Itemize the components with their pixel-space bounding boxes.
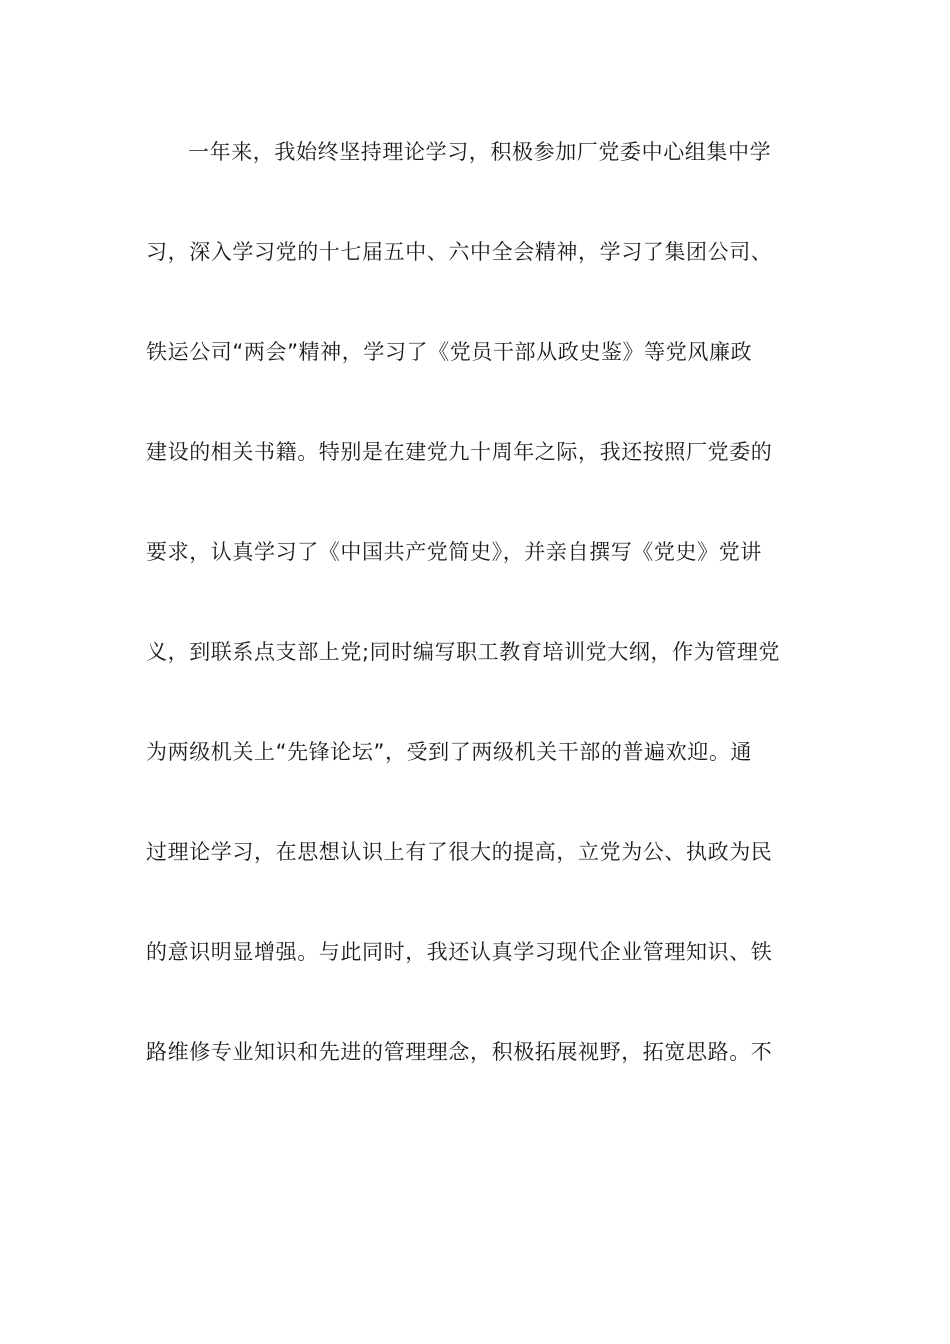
paragraph-line: 铁运公司“两会”精神，学习了《党员干部从政史鉴》等党风廉政	[146, 340, 753, 364]
paragraph-line: 为两级机关上“先锋论坛”，受到了两级机关干部的普遍欢迎。通	[146, 740, 753, 764]
paragraph-line: 建设的相关书籍。特别是在建党九十周年之际，我还按照厂党委的	[146, 440, 773, 464]
paragraph-line: 要求，认真学习了《中国共产党简史》，并亲自撰写《党史》党讲	[146, 540, 762, 564]
paragraph-line: 路维修专业知识和先进的管理理念，积极拓展视野，拓宽思路。不	[146, 1040, 773, 1064]
paragraph-line: 一年来，我始终坚持理论学习，积极参加厂党委中心组集中学	[188, 140, 772, 164]
paragraph-line: 习，深入学习党的十七届五中、六中全会精神，学习了集团公司、	[146, 240, 773, 264]
paragraph-line: 的意识明显增强。与此同时，我还认真学习现代企业管理知识、铁	[146, 940, 773, 964]
paragraph-line: 过理论学习，在思想认识上有了很大的提高，立党为公、执政为民	[146, 840, 773, 864]
body-paragraph	[146, 135, 806, 1135]
paragraph-line: 义，到联系点支部上党;同时编写职工教育培训党大纲，作为管理党	[146, 640, 781, 664]
